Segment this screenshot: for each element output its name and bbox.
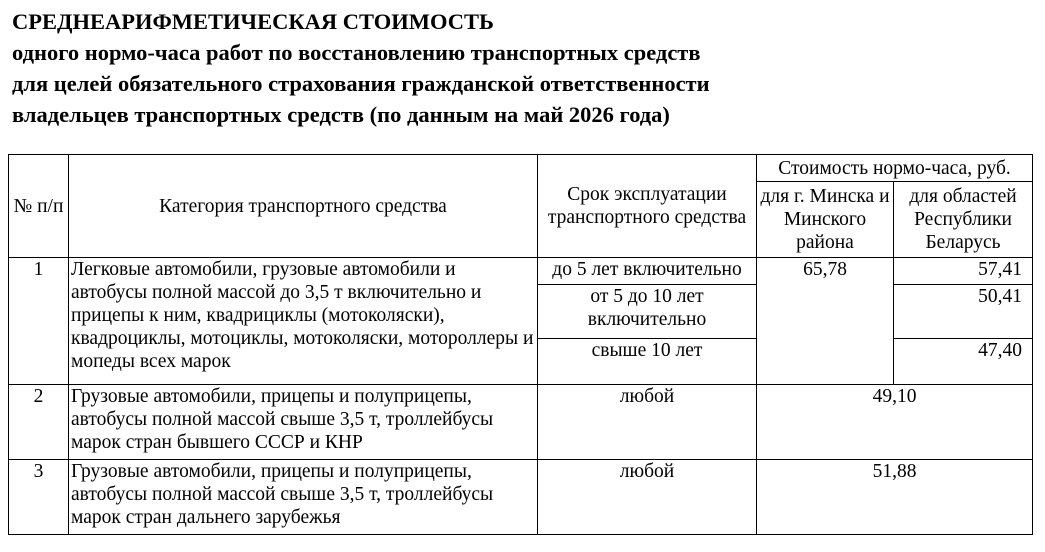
heading-title: СРЕДНЕАРИФМЕТИЧЕСКАЯ СТОИМОСТЬ — [12, 9, 494, 34]
table-row — [9, 385, 1033, 460]
row-term: свыше 10 лет — [538, 339, 757, 385]
heading-subtitle-line-3: владельцев транспортных средств (по данным на май 2026 года) — [12, 102, 670, 127]
row-category: Грузовые автомобили, прицепы и полуприцепы, автобусы полной массой свыше 3,5 т, троллейбусы марок стран бывшего СССР и КНР — [69, 385, 538, 460]
row-num: 3 — [9, 460, 69, 535]
header-regions: для областей Республики Беларусь — [894, 182, 1033, 258]
row-value-regions: 57,41 — [894, 258, 1033, 285]
row-category: Легковые автомобили, грузовые автомобили и автобусы полной массой до 3,5 т включительно и прицепы к ним, квадрициклы (мотоколяски), квадроциклы, мотоциклы, мотоколяски, мотороллеры и мопеды всех марок — [69, 258, 538, 385]
table-row — [9, 460, 1033, 535]
row-value: 51,88 — [757, 460, 1033, 535]
row-term: до 5 лет включительно — [538, 258, 757, 285]
header-minsk: для г. Минска и Минского района — [757, 182, 894, 258]
row-num: 1 — [9, 258, 69, 385]
row-term: любой — [538, 385, 757, 460]
row-num: 2 — [9, 385, 69, 460]
row-category: Грузовые автомобили, прицепы и полуприцепы, автобусы полной массой свыше 3,5 т, троллейбусы марок стран дальнего зарубежья — [69, 460, 538, 535]
document-heading — [12, 6, 1032, 130]
header-category: Категория транспортного средства — [69, 155, 538, 258]
row-value: 49,10 — [757, 385, 1033, 460]
header-num: № п/п — [9, 155, 69, 258]
table-header-row — [9, 155, 1033, 182]
row-value-regions: 47,40 — [894, 339, 1033, 385]
row-term: любой — [538, 460, 757, 535]
row-term: от 5 до 10 лет включительно — [538, 285, 757, 339]
rates-table — [8, 154, 1033, 535]
header-term: Срок эксплуатации транспортного средства — [538, 155, 757, 258]
row-value-regions: 50,41 — [894, 285, 1033, 339]
header-cost: Стоимость нормо-часа, руб. — [757, 155, 1033, 182]
row-value-minsk: 65,78 — [757, 258, 894, 385]
table-row — [9, 258, 1033, 285]
heading-subtitle-line-2: для целей обязательного страхования гражданской ответственности — [12, 71, 710, 96]
heading-subtitle-line-1: одного нормо-часа работ по восстановлению транспортных средств — [12, 40, 701, 65]
